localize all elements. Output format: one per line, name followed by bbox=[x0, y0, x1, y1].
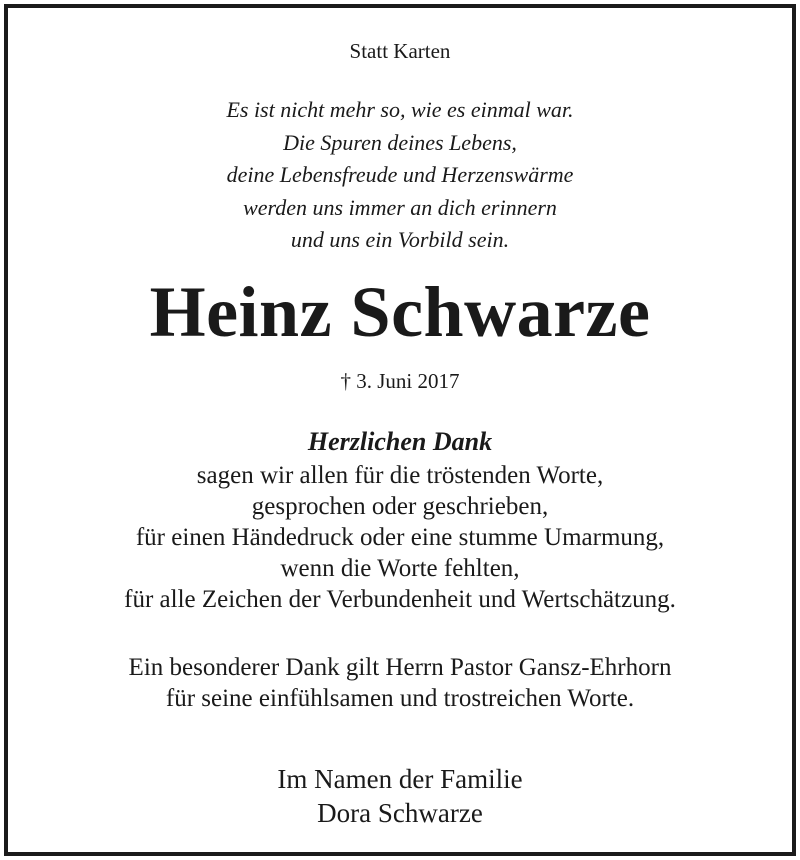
deceased-name: Heinz Schwarze bbox=[149, 272, 651, 352]
thanks-title: Herzlichen Dank bbox=[307, 427, 493, 456]
signature-name: Dora Schwarze bbox=[317, 798, 483, 828]
thanks-line: für einen Händedruck oder eine stumme Umarmung, bbox=[135, 524, 665, 551]
special-thanks bbox=[8, 652, 792, 714]
thanks-line: für alle Zeichen der Verbundenheit und Wertschätzung. bbox=[124, 586, 676, 613]
header-note: Statt Karten bbox=[349, 39, 451, 63]
obituary-card bbox=[4, 4, 796, 856]
poem bbox=[8, 94, 792, 257]
signature bbox=[8, 762, 792, 830]
poem-line: Die Spuren deines Lebens, bbox=[283, 129, 517, 155]
special-thanks-line: für seine einfühlsamen und trostreichen Worte. bbox=[165, 685, 635, 712]
thanks-text bbox=[8, 460, 792, 615]
poem-line: deine Lebensfreude und Herzenswärme bbox=[226, 162, 574, 187]
death-date: † 3. Juni 2017 bbox=[340, 369, 460, 393]
signature-line: Im Namen der Familie bbox=[277, 764, 523, 794]
thanks-line: gesprochen oder geschrieben, bbox=[251, 493, 549, 520]
poem-line: Es ist nicht mehr so, wie es einmal war. bbox=[226, 97, 574, 122]
thanks-line: sagen wir allen für die tröstenden Worte, bbox=[196, 462, 604, 489]
poem-line: und uns ein Vorbild sein. bbox=[290, 227, 510, 252]
thanks-line: wenn die Worte fehlten, bbox=[280, 555, 520, 582]
special-thanks-line: Ein besonderer Dank gilt Herrn Pastor Gansz-Ehrhorn bbox=[128, 654, 672, 681]
poem-line: werden uns immer an dich erinnern bbox=[243, 194, 557, 220]
